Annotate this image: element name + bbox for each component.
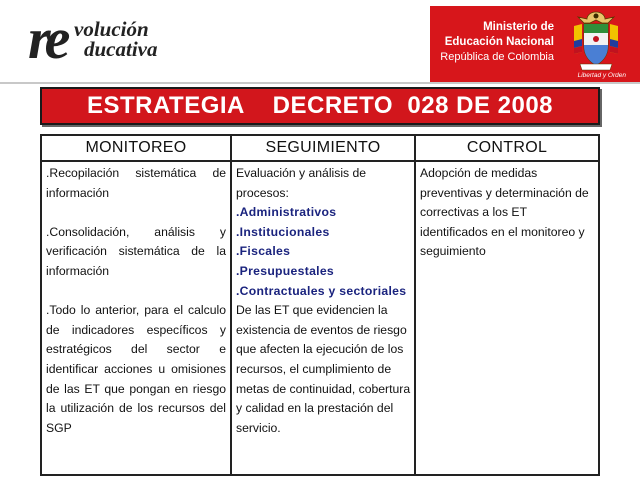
slide-title: ESTRATEGIA DECRETO 028 DE 2008 [86,92,554,119]
seguimiento-item-fiscales: .Fiscales [236,244,291,259]
header-divider [0,82,640,84]
ministry-banner [430,6,640,82]
control-text: Adopción de medidas preventivas y determinación de correctivas a los ET identificados en el monitoreo y seguimiento [420,166,589,259]
header-monitoreo: MONITOREO [42,136,230,162]
control-cell [416,162,598,474]
seguimiento-item-contractuales: .Contractuales y sectoriales [236,283,407,298]
seguimiento-item-institucionales: .Institucionales [236,224,330,239]
monitoreo-cell [42,162,230,474]
header-seguimiento: SEGUIMIENTO [230,136,416,162]
strategy-table [40,134,600,476]
slide-title-bar [40,87,600,125]
seguimiento-outro: De las ET que evidencien la existencia de eventos de riesgo que afecten la ejecución de los recursos, el cumplimiento de metas de continuidad, cobertura y calidad en la prestación del servicio. [236,303,411,435]
logo-line-1: volución [74,17,149,41]
logo-re-letters: re [28,6,65,71]
logo-line-2: ducativa [84,37,158,61]
ministry-line-1: Ministerio de [483,21,554,33]
monitoreo-item-recopilacion: .Recopilación sistemática de información [46,166,226,200]
coat-of-arms-icon [560,8,632,78]
motto-caption: Libertad y Orden [577,72,626,79]
ministry-line-3: República de Colombia [440,51,554,63]
seguimiento-item-presupuestales: .Presupuestales [236,263,334,278]
ministry-name [440,20,554,65]
seguimiento-item-administrativos: .Administrativos [236,205,337,220]
header-control: CONTROL [416,136,598,162]
revolucion-educativa-logo [28,6,178,72]
ministry-line-2: Educación Nacional [444,36,554,48]
monitoreo-item-indicadores: .Todo lo anterior, para el calculo de indicadores específicos y estratégicos del sector e identificar acciones u omisiones de las ET que pongan en riesgo la utilización de los recursos del SGP [46,303,226,435]
monitoreo-item-consolidacion: .Consolidación, análisis y verificación sistemática de la información [46,224,226,278]
seguimiento-cell [230,162,416,474]
seguimiento-intro: Evaluación y análisis de procesos: [236,166,367,200]
